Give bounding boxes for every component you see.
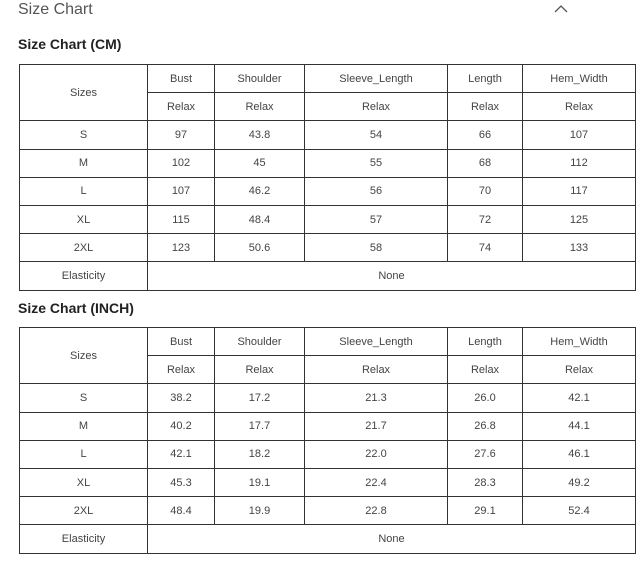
elasticity-label: Elasticity <box>20 262 148 290</box>
elasticity-row <box>20 262 636 290</box>
measurement-cell: 56 <box>305 177 448 205</box>
size-label: S <box>20 121 148 149</box>
fit-label: Relax <box>523 356 636 384</box>
fit-label: Relax <box>305 93 448 121</box>
size-label: S <box>20 384 148 412</box>
fit-label: Relax <box>305 356 448 384</box>
size-label: XL <box>20 205 148 233</box>
elasticity-value: None <box>148 525 636 553</box>
measurement-cell: 115 <box>148 205 215 233</box>
size-table-cm <box>19 64 636 291</box>
table-row <box>20 121 636 149</box>
column-header: Hem_Width <box>523 65 636 93</box>
size-label: 2XL <box>20 497 148 525</box>
fit-label: Relax <box>523 93 636 121</box>
measurement-cell: 26.8 <box>448 412 523 440</box>
measurement-cell: 57 <box>305 205 448 233</box>
measurement-cell: 48.4 <box>215 205 305 233</box>
measurement-cell: 43.8 <box>215 121 305 149</box>
table-row <box>20 234 636 262</box>
measurement-cell: 70 <box>448 177 523 205</box>
table-row <box>20 205 636 233</box>
column-header: Shoulder <box>215 328 305 356</box>
measurement-cell: 49.2 <box>523 468 636 496</box>
measurement-cell: 107 <box>523 121 636 149</box>
column-header: Length <box>448 328 523 356</box>
table-row <box>20 497 636 525</box>
measurement-cell: 50.6 <box>215 234 305 262</box>
measurement-cell: 38.2 <box>148 384 215 412</box>
measurement-cell: 22.8 <box>305 497 448 525</box>
fit-label: Relax <box>448 93 523 121</box>
measurement-cell: 55 <box>305 149 448 177</box>
table-row <box>20 468 636 496</box>
sizes-header: Sizes <box>20 65 148 121</box>
table-row <box>20 384 636 412</box>
fit-label: Relax <box>148 93 215 121</box>
measurement-cell: 52.4 <box>523 497 636 525</box>
table-row <box>20 412 636 440</box>
measurement-cell: 22.4 <box>305 468 448 496</box>
measurement-cell: 19.1 <box>215 468 305 496</box>
size-label: XL <box>20 468 148 496</box>
measurement-cell: 17.7 <box>215 412 305 440</box>
measurement-cell: 45 <box>215 149 305 177</box>
measurement-cell: 19.9 <box>215 497 305 525</box>
measurement-cell: 46.2 <box>215 177 305 205</box>
elasticity-value: None <box>148 262 636 290</box>
measurement-cell: 29.1 <box>448 497 523 525</box>
measurement-cell: 72 <box>448 205 523 233</box>
measurement-cell: 48.4 <box>148 497 215 525</box>
header-row <box>20 65 636 93</box>
measurement-cell: 45.3 <box>148 468 215 496</box>
size-label: M <box>20 412 148 440</box>
measurement-cell: 102 <box>148 149 215 177</box>
column-header: Bust <box>148 328 215 356</box>
cm-table-title: Size Chart (CM) <box>18 36 122 52</box>
measurement-cell: 117 <box>523 177 636 205</box>
measurement-cell: 112 <box>523 149 636 177</box>
header-row <box>20 328 636 356</box>
measurement-cell: 21.7 <box>305 412 448 440</box>
measurement-cell: 97 <box>148 121 215 149</box>
measurement-cell: 42.1 <box>148 440 215 468</box>
size-label: 2XL <box>20 234 148 262</box>
column-header: Hem_Width <box>523 328 636 356</box>
size-label: M <box>20 149 148 177</box>
measurement-cell: 125 <box>523 205 636 233</box>
fit-label: Relax <box>448 356 523 384</box>
measurement-cell: 18.2 <box>215 440 305 468</box>
measurement-cell: 54 <box>305 121 448 149</box>
table-row <box>20 149 636 177</box>
chevron-up-icon[interactable] <box>554 4 568 14</box>
measurement-cell: 46.1 <box>523 440 636 468</box>
column-header: Length <box>448 65 523 93</box>
elasticity-label: Elasticity <box>20 525 148 553</box>
table-row <box>20 440 636 468</box>
measurement-cell: 74 <box>448 234 523 262</box>
measurement-cell: 21.3 <box>305 384 448 412</box>
measurement-cell: 66 <box>448 121 523 149</box>
measurement-cell: 44.1 <box>523 412 636 440</box>
measurement-cell: 133 <box>523 234 636 262</box>
measurement-cell: 28.3 <box>448 468 523 496</box>
measurement-cell: 68 <box>448 149 523 177</box>
size-label: L <box>20 177 148 205</box>
column-header: Sleeve_Length <box>305 328 448 356</box>
header-title: Size Chart <box>18 1 93 18</box>
column-header: Bust <box>148 65 215 93</box>
fit-label: Relax <box>148 356 215 384</box>
size-table-inch <box>19 327 636 554</box>
measurement-cell: 42.1 <box>523 384 636 412</box>
sizes-header: Sizes <box>20 328 148 384</box>
measurement-cell: 107 <box>148 177 215 205</box>
elasticity-row <box>20 525 636 553</box>
column-header: Sleeve_Length <box>305 65 448 93</box>
table-row <box>20 177 636 205</box>
measurement-cell: 22.0 <box>305 440 448 468</box>
inch-table-title: Size Chart (INCH) <box>18 300 134 316</box>
size-label: L <box>20 440 148 468</box>
measurement-cell: 17.2 <box>215 384 305 412</box>
measurement-cell: 123 <box>148 234 215 262</box>
fit-label: Relax <box>215 356 305 384</box>
measurement-cell: 26.0 <box>448 384 523 412</box>
fit-label: Relax <box>215 93 305 121</box>
measurement-cell: 27.6 <box>448 440 523 468</box>
column-header: Shoulder <box>215 65 305 93</box>
measurement-cell: 58 <box>305 234 448 262</box>
measurement-cell: 40.2 <box>148 412 215 440</box>
size-chart-header[interactable] <box>0 0 600 24</box>
